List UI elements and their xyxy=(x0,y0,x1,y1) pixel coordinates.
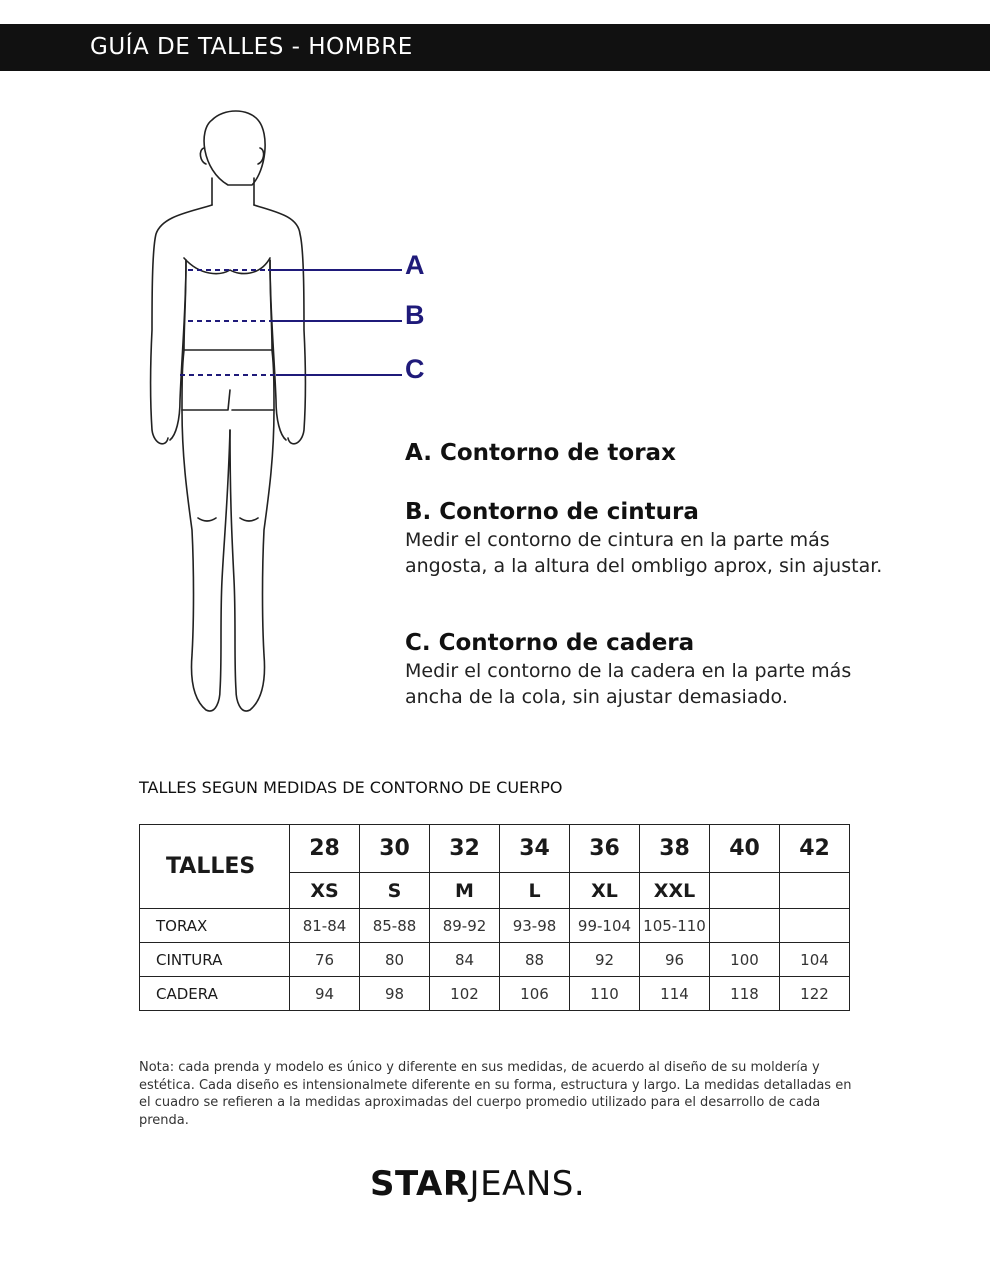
body-figure-illustration xyxy=(140,100,440,725)
table-cell: 105-110 xyxy=(640,909,710,943)
table-cell: 114 xyxy=(640,977,710,1011)
table-cell: 93-98 xyxy=(500,909,570,943)
size-number: 28 xyxy=(290,825,360,873)
table-cell: 80 xyxy=(360,943,430,977)
table-row-numbers xyxy=(140,825,850,873)
size-number: 38 xyxy=(640,825,710,873)
table-cell: 102 xyxy=(430,977,500,1011)
table-row-cintura xyxy=(140,943,850,977)
table-cell: 84 xyxy=(430,943,500,977)
size-number: 32 xyxy=(430,825,500,873)
page-title: GUÍA DE TALLES - HOMBRE xyxy=(90,34,413,60)
table-cell: 100 xyxy=(710,943,780,977)
row-label: TORAX xyxy=(140,909,290,943)
size-letter: XXL xyxy=(640,873,710,909)
size-letter: M xyxy=(430,873,500,909)
table-row-torax xyxy=(140,909,850,943)
table-cell: 106 xyxy=(500,977,570,1011)
brand-logo-bold: STAR xyxy=(370,1164,470,1204)
size-number: 34 xyxy=(500,825,570,873)
size-number: 40 xyxy=(710,825,780,873)
row-label: CADERA xyxy=(140,977,290,1011)
size-letter: L xyxy=(500,873,570,909)
size-number: 36 xyxy=(570,825,640,873)
row-label: CINTURA xyxy=(140,943,290,977)
measure-label-a: A xyxy=(405,250,425,280)
measure-label-b: B xyxy=(405,300,425,330)
table-cell: 81-84 xyxy=(290,909,360,943)
table-row-cadera xyxy=(140,977,850,1011)
measure-c-section xyxy=(405,630,965,710)
disclaimer-note: Nota: cada prenda y modelo es único y diferente en sus medidas, de acuerdo al diseño de su moldería y estética. Cada diseño es intensionalmete diferente en su forma, estructura y largo. La medidas detalladas en el cuadro se refieren a la medidas aproximadas del cuerpo promedio utilizado para el desarrollo de cada prenda. xyxy=(139,1060,852,1128)
table-cell: 92 xyxy=(570,943,640,977)
table-cell xyxy=(710,909,780,943)
page-header xyxy=(0,24,990,71)
table-cell: 110 xyxy=(570,977,640,1011)
size-letter: XL xyxy=(570,873,640,909)
size-number: 30 xyxy=(360,825,430,873)
size-table xyxy=(139,824,850,1011)
table-head-label: TALLES xyxy=(140,825,290,909)
table-cell: 96 xyxy=(640,943,710,977)
size-letter: XS xyxy=(290,873,360,909)
table-cell xyxy=(780,909,850,943)
table-cell: 98 xyxy=(360,977,430,1011)
size-letter xyxy=(710,873,780,909)
table-cell: 122 xyxy=(780,977,850,1011)
measure-a-section xyxy=(405,440,965,468)
measure-c-title: C. Contorno de cadera xyxy=(405,630,695,656)
size-letter xyxy=(780,873,850,909)
measure-b-section xyxy=(405,499,965,579)
table-title: TALLES SEGUN MEDIDAS DE CONTORNO DE CUERPO xyxy=(139,778,563,797)
table-cell: 99-104 xyxy=(570,909,640,943)
table-cell: 89-92 xyxy=(430,909,500,943)
measure-a-title: A. Contorno de torax xyxy=(405,440,676,466)
table-cell: 118 xyxy=(710,977,780,1011)
size-letter: S xyxy=(360,873,430,909)
measure-b-title: B. Contorno de cintura xyxy=(405,499,699,525)
measure-b-text: Medir el contorno de cintura en la parte más angosta, a la altura del ombligo aprox, sin ajustar. xyxy=(405,529,883,577)
table-cell: 94 xyxy=(290,977,360,1011)
size-number: 42 xyxy=(780,825,850,873)
brand-logo-light: JEANS. xyxy=(469,1164,586,1204)
brand-logo xyxy=(370,1164,585,1204)
measure-c-text: Medir el contorno de la cadera en la parte más ancha de la cola, sin ajustar demasiado. xyxy=(405,660,852,708)
measure-label-c: C xyxy=(405,354,425,384)
table-cell: 88 xyxy=(500,943,570,977)
table-cell: 104 xyxy=(780,943,850,977)
table-cell: 85-88 xyxy=(360,909,430,943)
table-cell: 76 xyxy=(290,943,360,977)
